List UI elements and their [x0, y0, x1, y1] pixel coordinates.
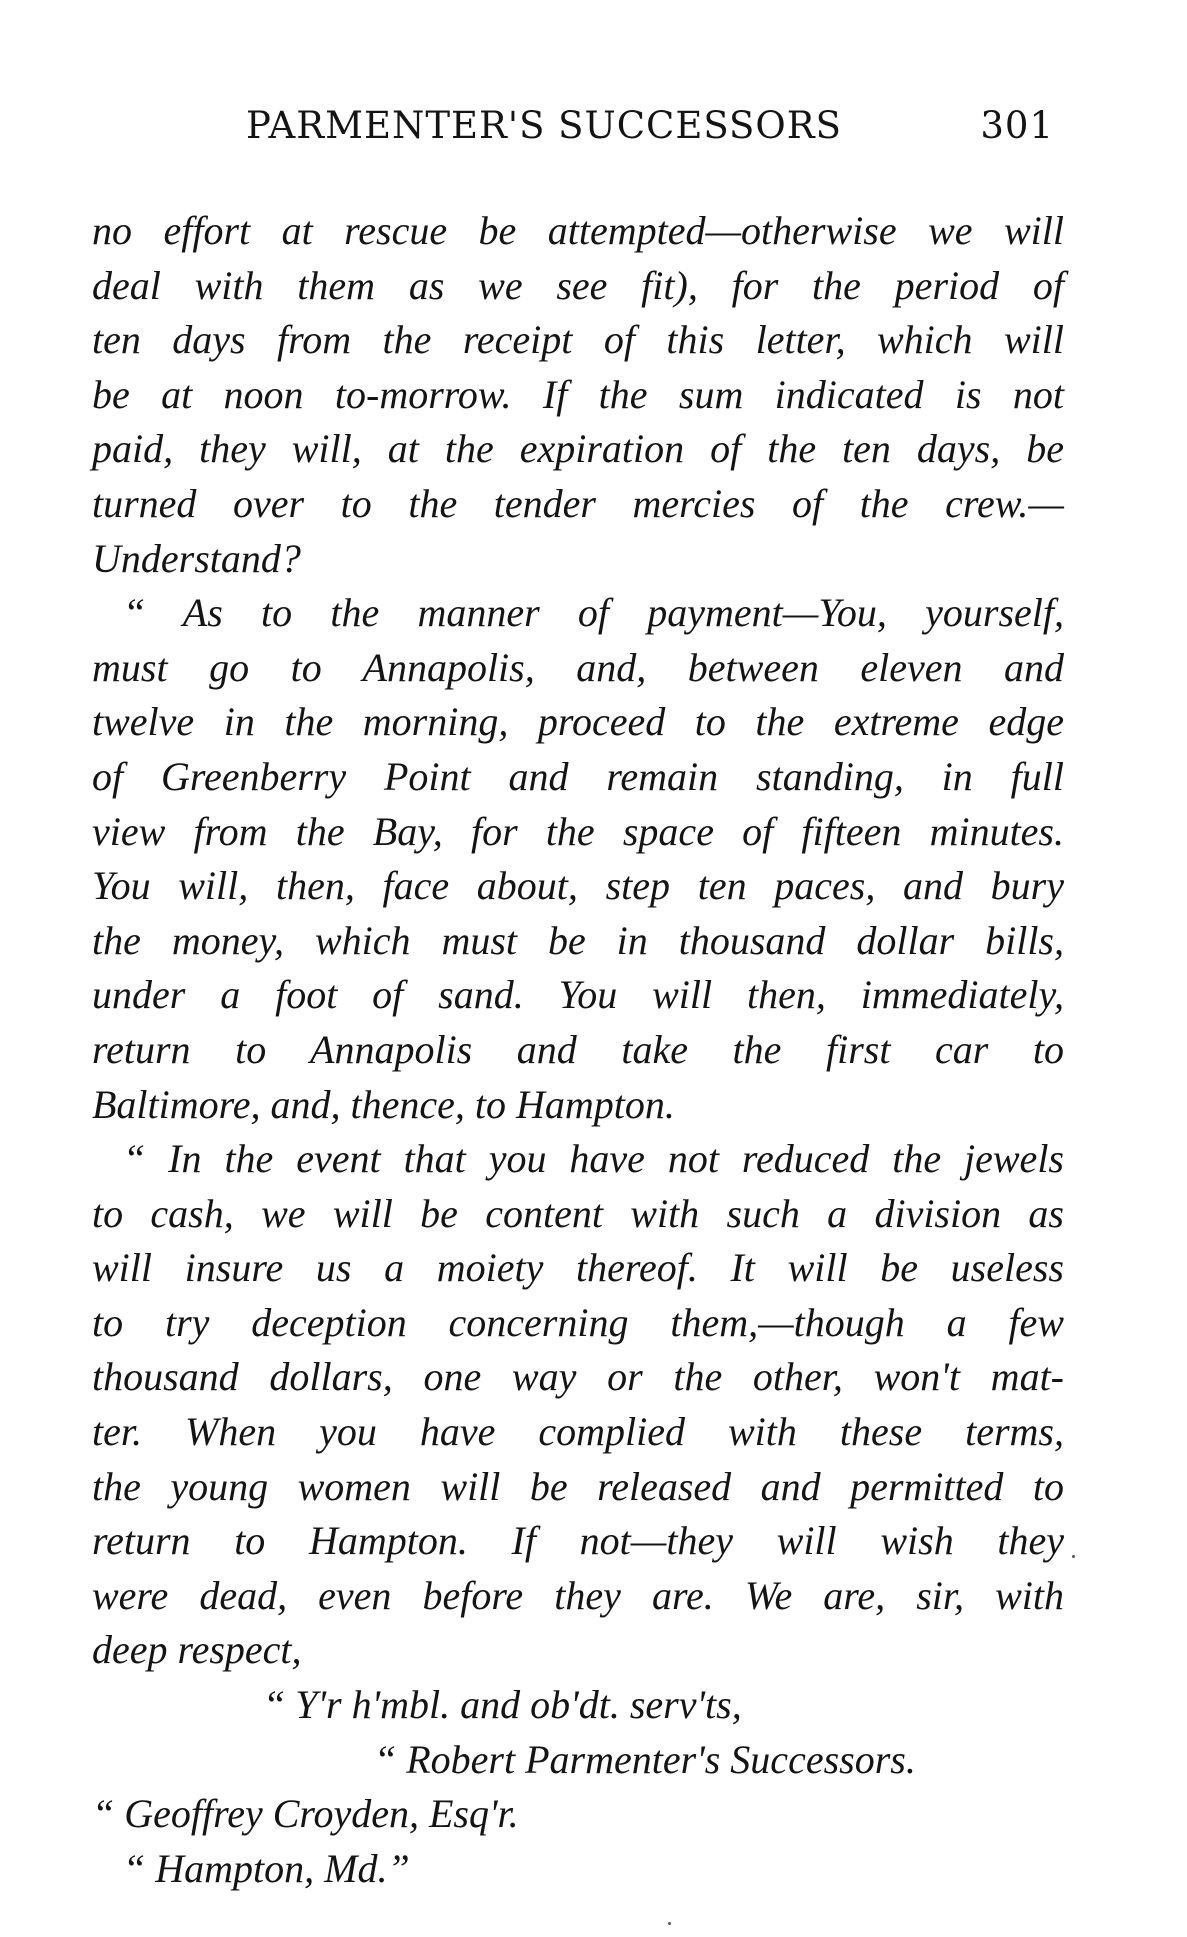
text-line: deal with them as we see fit), for the period of: [92, 262, 1064, 308]
text-line: the young women will be released and permitted to: [92, 1463, 1064, 1509]
text-line: return to Hampton. If not—they will wish they: [92, 1518, 1064, 1564]
text-line: thousand dollars, one way or the other, won't mat-: [92, 1354, 1064, 1400]
text-line: to try deception concerning them,—though a few: [92, 1299, 1064, 1345]
text-line: “ As to the manner of payment—You, yourself,: [123, 590, 1064, 636]
text-line: return to Annapolis and take the first car to: [92, 1026, 1064, 1072]
text-line: turned over to the tender mercies of the crew.—: [92, 480, 1064, 526]
running-title: PARMENTER'S SUCCESSORS: [246, 104, 842, 147]
text-line: deep respect,: [92, 1627, 302, 1673]
addressee-line: “ Geoffrey Croyden, Esq'r.: [92, 1791, 519, 1837]
text-line: will insure us a moiety thereof. It will be useless: [92, 1245, 1064, 1291]
letter-body: [92, 204, 1064, 1896]
text-line: You will, then, face about, step ten paces, and bury: [92, 863, 1064, 909]
text-line: must go to Annapolis, and, between eleven and: [92, 644, 1064, 690]
text-line: ter. When you have complied with these terms,: [92, 1409, 1064, 1455]
text-line: Understand?: [92, 535, 301, 581]
text-line: paid, they will, at the expiration of the ten days, be: [92, 426, 1064, 472]
text-line: were dead, even before they are. We are, sir, with: [92, 1572, 1064, 1618]
text-line: Baltimore, and, thence, to Hampton.: [92, 1081, 675, 1127]
text-line: no effort at rescue be attempted—otherwise we will: [92, 208, 1064, 253]
text-line: of Greenberry Point and remain standing, in full: [92, 753, 1064, 799]
print-speck: [668, 1922, 671, 1925]
text-line: view from the Bay, for the space of fifteen minutes.: [92, 808, 1064, 854]
running-head: [246, 104, 1054, 160]
text-line: ten days from the receipt of this letter, which will: [92, 317, 1064, 363]
page-number: 301: [980, 104, 1054, 147]
closing-line: “ Y'r h'mbl. and ob'dt. serv'ts,: [263, 1682, 742, 1728]
text-line: be at noon to-morrow. If the sum indicated is not: [92, 371, 1064, 417]
text-line: the money, which must be in thousand dollar bills,: [92, 917, 1064, 963]
text-line: twelve in the morning, proceed to the extreme edge: [92, 699, 1064, 745]
text-line: to cash, we will be content with such a division as: [92, 1190, 1064, 1236]
address-line: “ Hampton, Md.”: [123, 1845, 410, 1891]
signature-line: “ Robert Parmenter's Successors.: [374, 1736, 916, 1782]
text-line: under a foot of sand. You will then, immediately,: [92, 972, 1064, 1018]
text-line: “ In the event that you have not reduced the jewels: [123, 1136, 1064, 1182]
print-speck: [1072, 1555, 1075, 1558]
